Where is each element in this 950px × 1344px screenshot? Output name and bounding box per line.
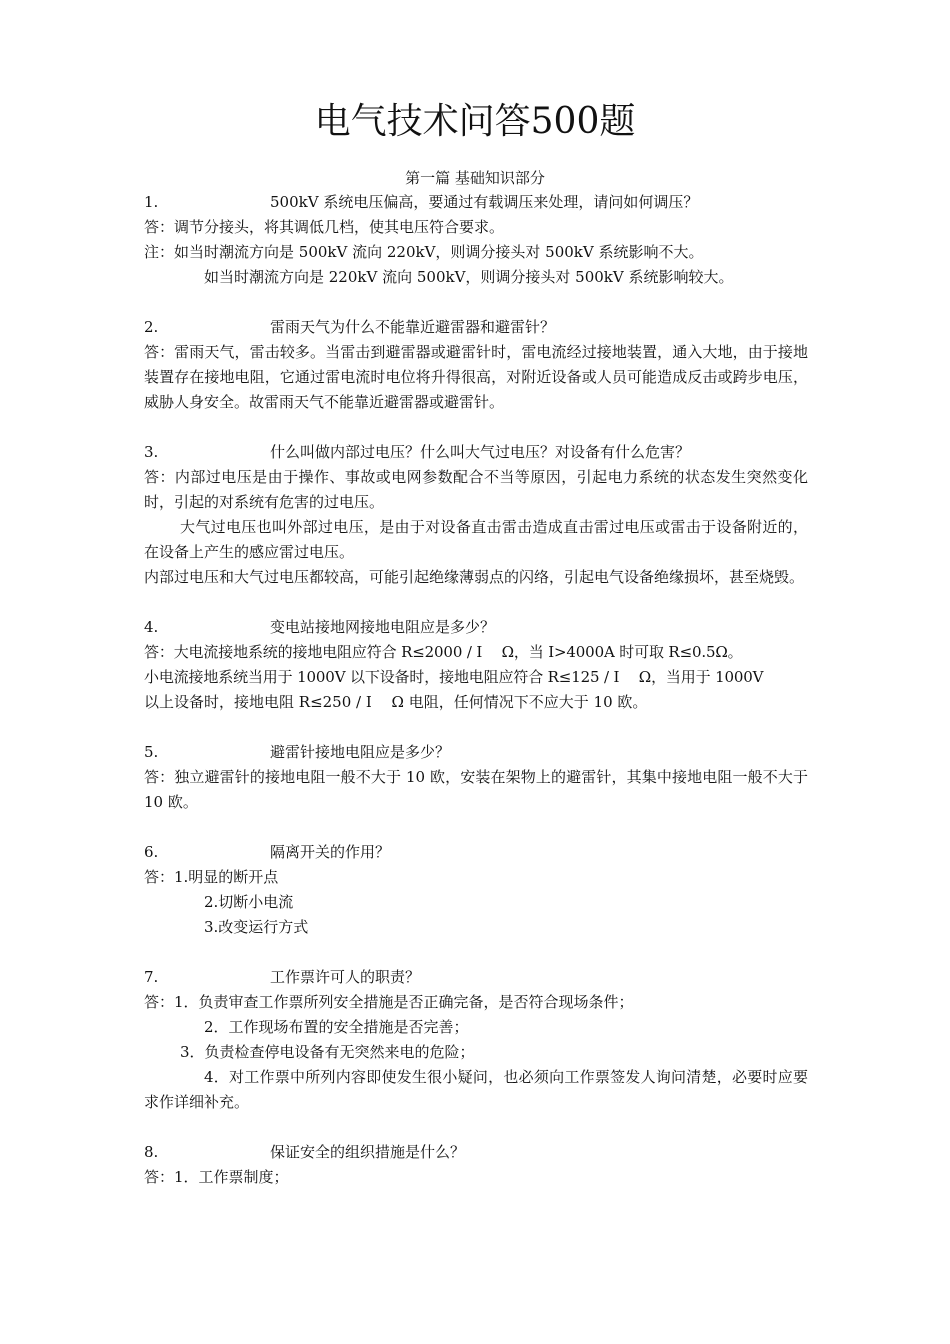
- question-text: 雷雨天气为什么不能靠近避雷器和避雷针？: [270, 318, 556, 336]
- answer-1: 答：调节分接头，将其调低几档，使其电压符合要求。: [144, 218, 505, 236]
- question-text: 什么叫做内部过电压？什么叫大气过电压？对设备有什么危害？: [270, 443, 691, 461]
- note-1: 注：如当时潮流方向是 500kV 流向 220kV，则调分接头对 500kV 系统影响不大。: [144, 243, 704, 261]
- question-7: [144, 965, 808, 990]
- answer-7-item-4: 4．对工作票中所列内容即使发生很小疑问，也必须向工作票签发人询问清楚，必要时应要求作详细补充。: [144, 1068, 808, 1111]
- answer-7-item-1: 答：1．负责审查工作票所列安全措施是否正确完备，是否符合现场条件；: [144, 993, 634, 1011]
- question-number: 1.: [144, 193, 159, 211]
- question-text: 隔离开关的作用？: [270, 843, 391, 861]
- question-text: 变电站接地网接地电阻应是多少？: [270, 618, 496, 636]
- answer-6-item-1: 答：1.明显的断开点: [144, 868, 279, 886]
- question-number: 7.: [144, 968, 159, 986]
- answer-8-item-1: 答：1．工作票制度；: [144, 1168, 289, 1186]
- answer-4-line-2: 小电流接地系统当用于 1000V 以下设备时，接地电阻应符合 R≤125 / I Ω，当用于 1000V: [144, 668, 764, 686]
- question-number: 2.: [144, 318, 159, 336]
- page-title: 电气技术问答500题: [314, 101, 636, 142]
- document-body: [144, 190, 808, 1190]
- question-text: 工作票许可人的职责？: [270, 968, 421, 986]
- question-number: 3.: [144, 443, 159, 461]
- answer-4-line-1: 答：大电流接地系统的接地电阻应符合 R≤2000 / I Ω，当 I>4000A 时可取 R≤0.5Ω。: [144, 643, 743, 661]
- question-2: [144, 315, 808, 340]
- question-8: [144, 1140, 808, 1165]
- answer-3-paragraph-3: 内部过电压和大气过电压都较高，可能引起绝缘薄弱点的闪络，引起电气设备绝缘损坏，甚至烧毁。: [144, 568, 805, 586]
- question-1: [144, 190, 808, 215]
- answer-2: 答：雷雨天气，雷击较多。当雷击到避雷器或避雷针时，雷电流经过接地装置，通入大地，由于接地装置存在接地电阻，它通过雷电流时电位将升得很高，对附近设备或人员可能造成反击或跨步电压，威胁人身安全。故雷雨天气不能靠近避雷器或避雷针。: [144, 343, 808, 411]
- answer-3-paragraph-2: 大气过电压也叫外部过电压，是由于对设备直击雷击造成直击雷过电压或雷击于设备附近的，在设备上产生的感应雷过电压。: [144, 518, 808, 561]
- answer-4-line-3: 以上设备时，接地电阻 R≤250 / I Ω 电阻，任何情况下不应大于 10 欧。: [144, 693, 648, 711]
- answer-5: 答：独立避雷针的接地电阻一般不大于 10 欧，安装在架物上的避雷针，其集中接地电阻一般不大于 10 欧。: [144, 768, 808, 811]
- note-2: 如当时潮流方向是 220kV 流向 500kV，则调分接头对 500kV 系统影响较大。: [204, 268, 734, 286]
- question-5: [144, 740, 808, 765]
- question-4: [144, 615, 808, 640]
- section-subtitle: 第一篇 基础知识部分: [405, 169, 545, 187]
- answer-7-item-2: 2．工作现场布置的安全措施是否完善；: [204, 1018, 469, 1036]
- answer-6-item-3: 3.改变运行方式: [204, 918, 309, 936]
- question-text: 500kV 系统电压偏高，要通过有载调压来处理，请问如何调压？: [270, 193, 699, 211]
- question-text: 保证安全的组织措施是什么？: [270, 1143, 466, 1161]
- question-3: [144, 440, 808, 465]
- question-number: 4.: [144, 618, 159, 636]
- question-number: 8.: [144, 1143, 159, 1161]
- answer-3: 答：内部过电压是由于操作、事故或电网参数配合不当等原因，引起电力系统的状态发生突然变化时，引起的对系统有危害的过电压。: [144, 468, 808, 511]
- question-number: 5.: [144, 743, 159, 761]
- answer-7-item-3: 3．负责检查停电设备有无突然来电的危险；: [180, 1043, 475, 1061]
- question-6: [144, 840, 808, 865]
- question-text: 避雷针接地电阻应是多少？: [270, 743, 451, 761]
- question-number: 6.: [144, 843, 159, 861]
- answer-6-item-2: 2.切断小电流: [204, 893, 294, 911]
